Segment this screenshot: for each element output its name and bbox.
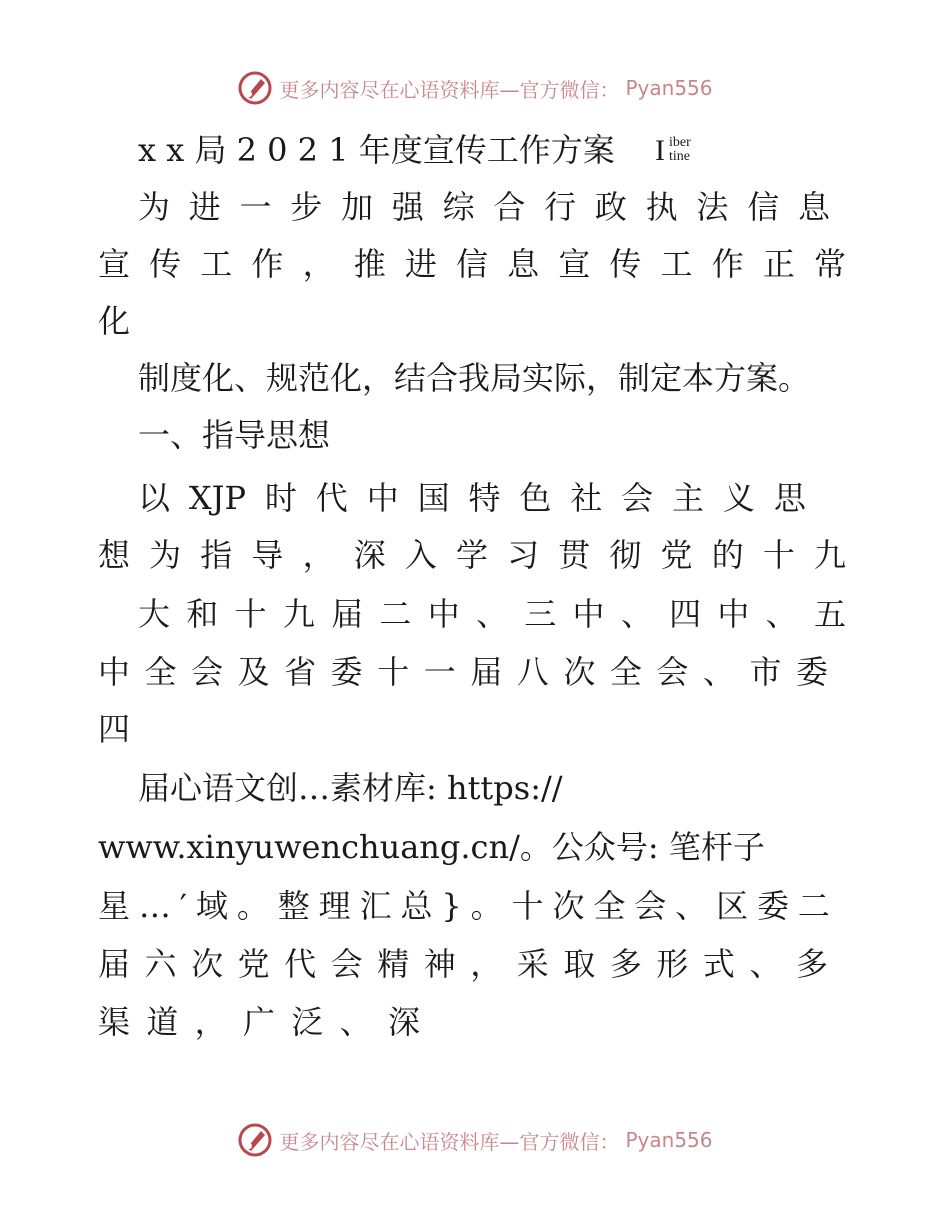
title-mark-small-top: iber <box>669 135 691 150</box>
body-line-9: 中 全 会 及 省 委 十 一 届 八 次 全 会 、 市 委 <box>98 653 828 691</box>
pen-logo-icon <box>237 70 273 106</box>
footer-watermark-banner <box>0 1120 950 1160</box>
pen-logo-icon <box>237 1122 273 1158</box>
title-mark-small-bottom: tine <box>669 149 690 164</box>
title-mark <box>655 132 705 172</box>
body-line-8: 大 和 十 九 届 二 中 、 三 中 、 四 中 、 五 <box>138 595 846 633</box>
section-heading-1: 一、指导思想 <box>138 416 331 454</box>
body-line-2: 宣 传 工 作 ， 推 进 信 息 宣 传 工 作 正 常 <box>98 245 846 283</box>
body-line-4: 制度化、规范化，结合我局实际，制定本方案。 <box>138 359 811 397</box>
banner-wechat-id: Pyan556 <box>625 1128 713 1152</box>
banner-text: 更多内容尽在心语资料库—官方微信： <box>279 1129 620 1154</box>
body-line-1: 为 进 一 步 加 强 综 合 行 政 执 法 信 息 <box>138 188 830 226</box>
body-line-3: 化 <box>98 302 131 340</box>
body-line-14: 届 六 次 党 代 会 精 神 ， 采 取 多 形 式 、 多 <box>98 945 828 983</box>
banner-text: 更多内容尽在心语资料库—官方微信： <box>279 77 620 102</box>
body-line-10: 四 <box>98 710 131 748</box>
header-watermark-banner <box>0 68 950 108</box>
body-line-13: 星 … ′ 域 。 整 理 汇 总 } 。 十 次 全 会 、 区 委 二 <box>98 887 830 925</box>
title-mark-big: I <box>655 134 665 167</box>
document-title: x x 局 2 0 2 1 年度宣传工作方案 <box>138 131 615 169</box>
body-line-7: 想 为 指 导 ， 深 入 学 习 贯 彻 党 的 十 九 <box>98 536 846 574</box>
body-line-12: www.xinyuwenchuang.cn/。公众号: 笔杆子 <box>98 828 765 866</box>
body-line-15: 渠 道 ， 广 泛 、 深 <box>98 1003 420 1041</box>
body-line-6: 以 XJP 时 代 中 国 特 色 社 会 主 义 思 <box>138 479 806 517</box>
banner-wechat-id: Pyan556 <box>625 76 713 100</box>
body-line-11: 届心语文创…素材库: https:// <box>138 769 563 807</box>
